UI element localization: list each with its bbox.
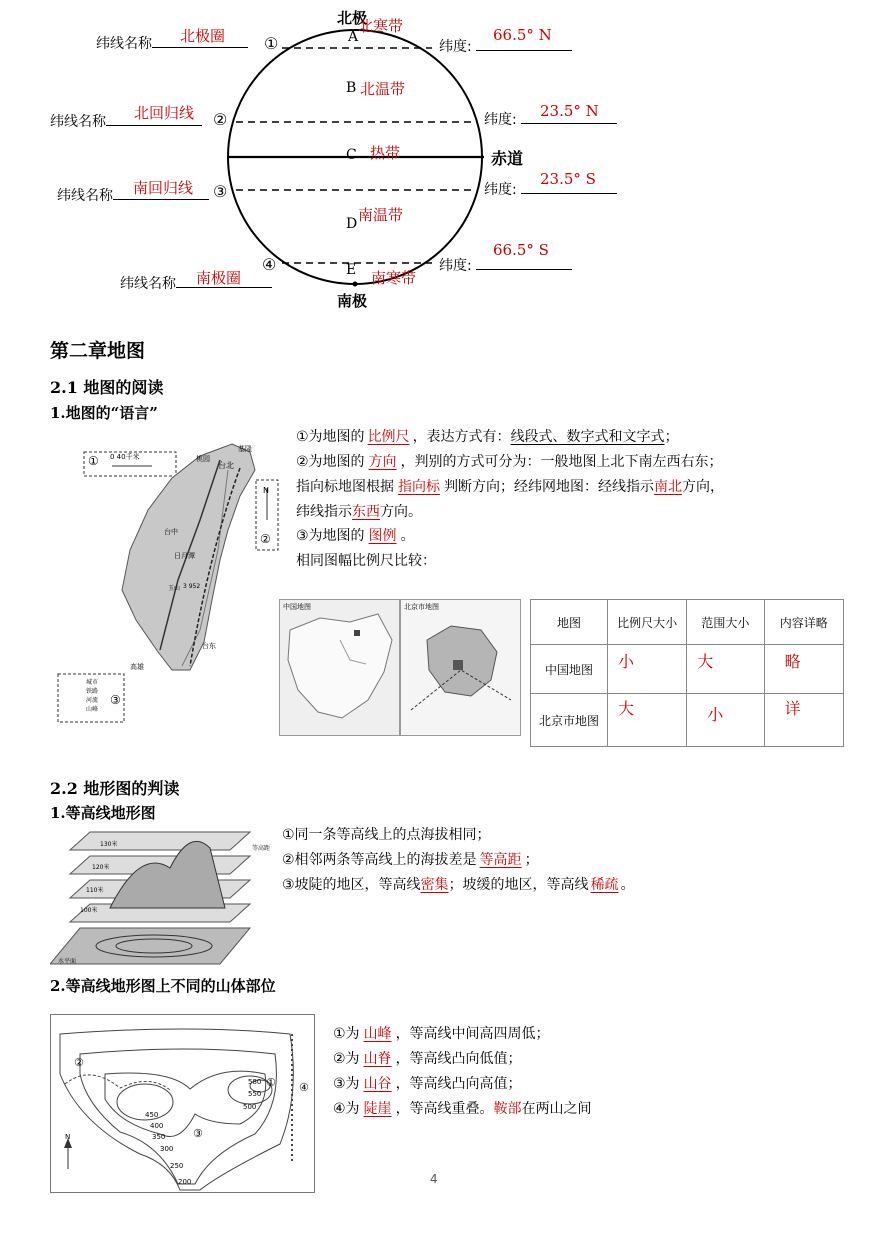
answer-sparse: 稀疏 [590, 877, 619, 893]
south-pole-dot [353, 282, 358, 287]
lat-answer-2: 23.5° N [540, 102, 599, 120]
contour-marker-4: ④ [299, 1081, 309, 1094]
contour-label-110: 110米 [86, 887, 104, 894]
contour-num-400: 400 [150, 1122, 164, 1130]
place-kaohsiung: 高雄 [130, 663, 144, 671]
name-label: 纬线名称 [96, 36, 152, 52]
name-label: 纬线名称 [120, 276, 176, 292]
page-number: 4 [430, 1172, 438, 1186]
mountain-line-1: ①为 山峰 ，等高线中间高四周低； [333, 1026, 550, 1042]
zone-south-temperate: 南温带 [358, 206, 404, 224]
equator-label: 赤道 [491, 149, 524, 168]
contour-line-1: ①同一条等高线上的点海拔相同； [282, 827, 491, 843]
place-taoyuan: 桃园 [196, 455, 210, 463]
answer-compass: 指向标 [398, 479, 440, 495]
lat-label: 纬度: [484, 112, 517, 128]
lat-answer-1: 66.5° N [493, 26, 552, 44]
contour-line-3: ③坡陡的地区，等高线密集；坡缓的地区，等高线 稀疏 。 [282, 877, 635, 893]
answer-legend: 图例 [368, 528, 397, 544]
place-taitung: 台东 [202, 642, 216, 650]
sea-level-label: 水平面 [58, 958, 77, 965]
answer-ridge: 山脊 [363, 1051, 392, 1067]
table-row: 北京市地图 大 小 详 [531, 694, 844, 747]
contour-marker-1: ① [266, 1076, 276, 1089]
mountain-line-3: ③为 山谷 ，等高线凸向高值； [333, 1076, 522, 1092]
marker-2: ② [213, 110, 228, 129]
table-row: 中国地图 小 大 略 [531, 645, 844, 694]
zone-north-temperate: 北温带 [360, 80, 406, 98]
contour-num-580: 580 [248, 1078, 262, 1086]
china-map-title: 中国地图 [283, 603, 311, 611]
map-language-line-2: ②为地图的 方向 ，判别的方式可分为：一般地图上北下南左西右东； [296, 454, 723, 470]
name-answer-2: 北回归线 [134, 104, 195, 122]
contour-num-250: 250 [170, 1162, 184, 1170]
contour-marker-2: ② [74, 1056, 84, 1069]
section-2-1-title: 2.1 地图的阅读 [50, 378, 164, 397]
name-label: 纬线名称 [57, 188, 113, 204]
answer-peak: 山峰 [363, 1026, 392, 1042]
scale-text: 0 40千米 [110, 453, 140, 461]
legend-item-river: 河流 [86, 697, 99, 704]
taiwan-map-figure [50, 430, 280, 730]
zone-letter-b: B [346, 80, 357, 96]
lat-label: 纬度: [439, 39, 472, 55]
answer-dense: 密集 [420, 877, 449, 893]
name-row-1 [96, 32, 248, 56]
place-keelung: 基隆 [238, 445, 252, 453]
north-letter: N [263, 486, 269, 495]
contour-label-120: 120米 [92, 864, 110, 871]
lat-label: 纬度: [484, 182, 517, 198]
zone-letter-c: C [346, 147, 357, 163]
scale-comparison-table [530, 599, 844, 747]
peak-height: 3 952 [183, 583, 201, 590]
name-label: 纬线名称 [50, 114, 106, 130]
marker-4: ④ [262, 255, 277, 274]
section-2-2-subtitle: 1.等高线地形图 [50, 804, 156, 822]
contour-num-500: 500 [243, 1103, 257, 1111]
legend-item-city: 城市 [86, 679, 99, 686]
marker-3: ③ [213, 182, 228, 201]
place-taipei: 台北 [218, 461, 234, 470]
contour-num-550: 550 [248, 1090, 262, 1098]
contour-map-north: N [65, 1133, 71, 1141]
contour-label-100: 100米 [80, 907, 98, 914]
mountain-line-4: ④为 陡崖 ，等高线重叠。鞍部在两山之间 [333, 1101, 592, 1117]
map-language-line-1: ①为地图的 比例尺 ，表达方式有：线段式、数字式和文字式； [296, 429, 679, 445]
lat-label: 纬度: [439, 258, 472, 274]
answer-saddle: 鞍部 [493, 1101, 522, 1117]
contour-3d-figure [50, 828, 280, 968]
place-taichung: 台中 [164, 528, 178, 536]
contour-num-300: 300 [160, 1145, 174, 1153]
lat-answer-3: 23.5° S [540, 170, 596, 188]
zone-letter-e: E [346, 262, 357, 278]
zone-letter-d: D [346, 216, 358, 232]
answer-east-west: 东西 [352, 504, 380, 520]
legend-marker: ③ [110, 693, 121, 707]
contour-num-450: 450 [145, 1111, 159, 1119]
north-pole-label: 北极 [337, 9, 368, 27]
north-marker: ② [260, 532, 271, 546]
name-answer-1: 北极圈 [180, 27, 226, 45]
beijing-map-figure [400, 599, 521, 736]
legend-item-peak: 山峰 [86, 706, 99, 713]
zone-south-frigid: 南寒带 [371, 269, 417, 287]
legend-item-railway: 铁路 [86, 688, 99, 695]
mountain-parts-subtitle: 2.等高线地形图上不同的山体部位 [50, 977, 276, 995]
scale-marker: ① [88, 454, 99, 468]
place-yushan: 玉山 [168, 585, 181, 592]
answer-contour-interval: 等高距 [479, 852, 522, 868]
map-language-line-4: 纬线指示东西方向。 [296, 504, 422, 520]
zone-north-frigid: 北寒带 [358, 17, 404, 35]
map-language-line-5: ③为地图的 图例 。 [296, 528, 415, 544]
answer-cliff: 陡崖 [363, 1101, 392, 1117]
china-map-figure [279, 599, 400, 736]
answer-valley: 山谷 [363, 1076, 392, 1092]
name-answer-4: 南极圈 [196, 269, 242, 287]
lat-answer-4: 66.5° S [493, 241, 549, 259]
section-2-1-subtitle: 1.地图的“语言” [50, 404, 158, 422]
zone-tropical: 热带 [370, 144, 401, 162]
contour-label-130: 130米 [100, 841, 118, 848]
beijing-map-title: 北京市地图 [404, 603, 439, 611]
answer-direction: 方向 [368, 454, 397, 470]
answer-scale: 比例尺 [367, 429, 410, 445]
answer-north-south: 南北 [654, 479, 682, 495]
contour-marker-3: ③ [193, 1127, 203, 1140]
table-header-row: 地图 比例尺大小 范围大小 内容详略 [531, 600, 844, 645]
contour-num-350: 350 [152, 1133, 166, 1141]
map-language-line-6: 相同图幅比例尺比较： [296, 553, 436, 569]
south-pole-label: 南极 [337, 292, 368, 310]
chapter-title: 第二章地图 [50, 340, 146, 362]
section-2-2-title: 2.2 地形图的判读 [50, 779, 180, 798]
place-sun-moon-lake: 日月潭 [174, 552, 195, 560]
map-language-line-3: 指向标地图根据 指向标 判断方向；经纬网地图：经线指示南北方向， [296, 479, 724, 495]
contour-interval-label: 等高距 [252, 845, 271, 852]
contour-line-2: ②相邻两条等高线上的海拔差是 等高距 ； [282, 852, 539, 868]
contour-num-200: 200 [178, 1178, 192, 1186]
marker-1: ① [264, 34, 279, 53]
name-answer-3: 南回归线 [133, 179, 194, 197]
mountain-line-2: ②为 山脊 ，等高线凸向低值； [333, 1051, 522, 1067]
zone-letter-a: A [348, 29, 359, 45]
